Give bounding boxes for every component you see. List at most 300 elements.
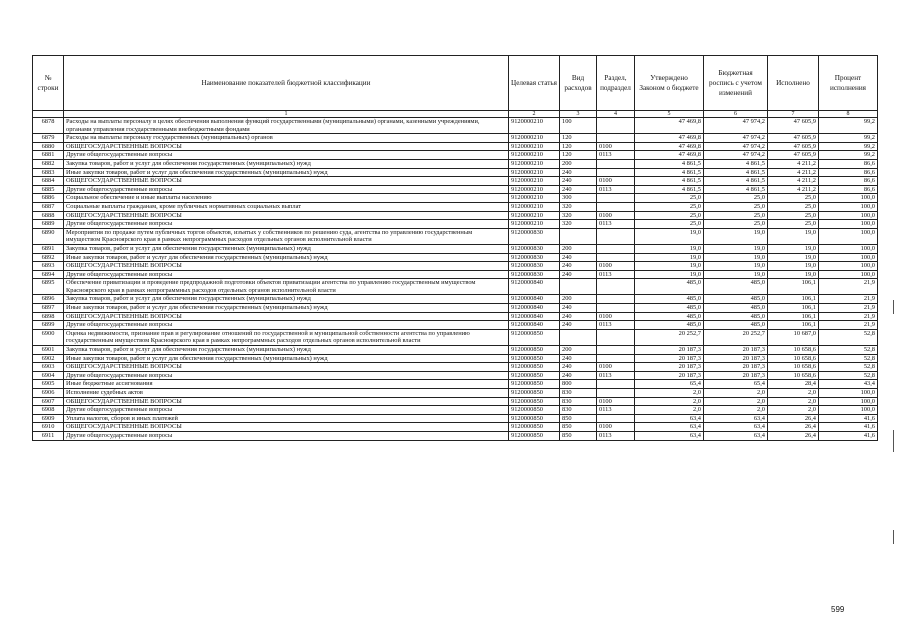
column-number: 2: [509, 111, 560, 118]
section-code: 0100: [597, 423, 635, 432]
section-code: [597, 194, 635, 203]
approved-amount: 47 469,8: [635, 134, 704, 143]
plan-amount: 20 187,3: [704, 354, 768, 363]
percent-executed: 100,0: [819, 202, 878, 211]
expense-type: 240: [560, 354, 597, 363]
target-article: 9120000210: [509, 185, 560, 194]
table-row: [33, 262, 878, 271]
row-name: Мероприятия по продаже путем публичных торгов объектов, изъятых у собственников по решению суда, агентства по управлению государственным имуществом Красноярского края в рамках непрограммных расходов отдельных органов исполнительной власти: [64, 228, 509, 244]
executed-amount: 25,0: [768, 220, 819, 229]
row-number: 6879: [33, 134, 64, 143]
executed-amount: 26,4: [768, 414, 819, 423]
header-target-article: Целевая статья: [509, 56, 560, 111]
executed-amount: 2,0: [768, 406, 819, 415]
row-number: 6889: [33, 220, 64, 229]
approved-amount: 19,0: [635, 253, 704, 262]
row-name: Уплата налогов, сборов и иных платежей: [64, 414, 509, 423]
section-code: [597, 118, 635, 134]
plan-amount: 63,4: [704, 431, 768, 440]
percent-executed: 41,6: [819, 423, 878, 432]
section-code: [597, 253, 635, 262]
row-name: Другие общегосударственные вопросы: [64, 371, 509, 380]
row-number: 6885: [33, 185, 64, 194]
executed-amount: 106,1: [768, 279, 819, 295]
table-row: [33, 431, 878, 440]
target-article: 9120000850: [509, 380, 560, 389]
expense-type: 830: [560, 397, 597, 406]
section-code: [597, 304, 635, 313]
table-row: [33, 142, 878, 151]
executed-amount: 10 658,6: [768, 371, 819, 380]
target-article: 9120000830: [509, 244, 560, 253]
section-code: [597, 159, 635, 168]
table-row: [33, 177, 878, 186]
expense-type: 120: [560, 134, 597, 143]
approved-amount: 19,0: [635, 270, 704, 279]
target-article: 9120000850: [509, 414, 560, 423]
approved-amount: 19,0: [635, 262, 704, 271]
percent-executed: 21,9: [819, 295, 878, 304]
row-number: 6887: [33, 202, 64, 211]
section-code: 0100: [597, 397, 635, 406]
row-name: Другие общегосударственные вопросы: [64, 151, 509, 160]
row-number: 6904: [33, 371, 64, 380]
target-article: 9120000850: [509, 423, 560, 432]
column-number: 4: [597, 111, 635, 118]
row-number: 6880: [33, 142, 64, 151]
plan-amount: 485,0: [704, 321, 768, 330]
row-name: Иные закупки товаров, работ и услуг для обеспечения государственных (муниципальных) нужд: [64, 304, 509, 313]
target-article: 9120000210: [509, 177, 560, 186]
expense-type: 200: [560, 295, 597, 304]
percent-executed: 41,6: [819, 414, 878, 423]
target-article: 9120000210: [509, 151, 560, 160]
plan-amount: 63,4: [704, 414, 768, 423]
percent-executed: 100,0: [819, 406, 878, 415]
section-code: 0113: [597, 406, 635, 415]
plan-amount: 47 974,2: [704, 151, 768, 160]
row-number: 6878: [33, 118, 64, 134]
approved-amount: 19,0: [635, 244, 704, 253]
plan-amount: 485,0: [704, 295, 768, 304]
row-name: ОБЩЕГОСУДАРСТВЕННЫЕ ВОПРОСЫ: [64, 262, 509, 271]
table-row: [33, 202, 878, 211]
row-number: 6905: [33, 380, 64, 389]
table-row: [33, 329, 878, 345]
percent-executed: 21,9: [819, 279, 878, 295]
target-article: 9120000840: [509, 304, 560, 313]
percent-executed: 100,0: [819, 389, 878, 398]
plan-amount: 25,0: [704, 220, 768, 229]
row-number: 6883: [33, 168, 64, 177]
row-number: 6906: [33, 389, 64, 398]
row-number: 6895: [33, 279, 64, 295]
approved-amount: 20 252,7: [635, 329, 704, 345]
target-article: 9120000850: [509, 371, 560, 380]
executed-amount: 19,0: [768, 244, 819, 253]
approved-amount: 2,0: [635, 397, 704, 406]
table-row: [33, 168, 878, 177]
table-row: [33, 423, 878, 432]
executed-amount: 25,0: [768, 194, 819, 203]
row-number: 6890: [33, 228, 64, 244]
budget-table: [32, 55, 878, 441]
column-number: 5: [635, 111, 704, 118]
expense-type: [560, 329, 597, 345]
approved-amount: 47 469,8: [635, 151, 704, 160]
plan-amount: 4 861,5: [704, 168, 768, 177]
header-section: Раздел, подраздел: [597, 56, 635, 111]
table-row: [33, 363, 878, 372]
table-row: [33, 312, 878, 321]
expense-type: 240: [560, 253, 597, 262]
plan-amount: 485,0: [704, 312, 768, 321]
percent-executed: 100,0: [819, 270, 878, 279]
table-row: [33, 406, 878, 415]
percent-executed: 100,0: [819, 253, 878, 262]
table-row: [33, 134, 878, 143]
percent-executed: 52,8: [819, 371, 878, 380]
percent-executed: 21,9: [819, 312, 878, 321]
header-approved: Утверждено Законом о бюджете: [635, 56, 704, 111]
expense-type: [560, 228, 597, 244]
executed-amount: 19,0: [768, 270, 819, 279]
executed-amount: 4 211,2: [768, 177, 819, 186]
executed-amount: 47 605,9: [768, 118, 819, 134]
percent-executed: 52,8: [819, 346, 878, 355]
percent-executed: 21,9: [819, 304, 878, 313]
row-number: 6888: [33, 211, 64, 220]
executed-amount: 10 658,6: [768, 354, 819, 363]
plan-amount: 4 861,5: [704, 159, 768, 168]
column-number: 3: [560, 111, 597, 118]
target-article: 9120000830: [509, 270, 560, 279]
executed-amount: 19,0: [768, 228, 819, 244]
row-name: Другие общегосударственные вопросы: [64, 270, 509, 279]
header-name: Наименование показателей бюджетной классификации: [64, 56, 509, 111]
expense-type: 850: [560, 414, 597, 423]
table-row: [33, 397, 878, 406]
row-name: ОБЩЕГОСУДАРСТВЕННЫЕ ВОПРОСЫ: [64, 177, 509, 186]
approved-amount: 25,0: [635, 202, 704, 211]
expense-type: 320: [560, 220, 597, 229]
percent-executed: 86,6: [819, 159, 878, 168]
target-article: 9120000830: [509, 253, 560, 262]
header-row-number: № строки: [33, 56, 64, 111]
approved-amount: 63,4: [635, 414, 704, 423]
executed-amount: 106,1: [768, 304, 819, 313]
executed-amount: 19,0: [768, 262, 819, 271]
approved-amount: 20 187,3: [635, 363, 704, 372]
target-article: 9120000850: [509, 354, 560, 363]
expense-type: 830: [560, 406, 597, 415]
row-number: 6902: [33, 354, 64, 363]
plan-amount: 25,0: [704, 211, 768, 220]
target-article: 9120000840: [509, 312, 560, 321]
row-number: 6897: [33, 304, 64, 313]
plan-amount: 2,0: [704, 397, 768, 406]
plan-amount: 47 974,2: [704, 118, 768, 134]
approved-amount: 20 187,3: [635, 346, 704, 355]
expense-type: 240: [560, 262, 597, 271]
executed-amount: 4 211,2: [768, 159, 819, 168]
percent-executed: 99,2: [819, 134, 878, 143]
row-name: Другие общегосударственные вопросы: [64, 220, 509, 229]
executed-amount: 47 605,9: [768, 151, 819, 160]
table-row: [33, 279, 878, 295]
section-code: [597, 134, 635, 143]
plan-amount: 25,0: [704, 194, 768, 203]
target-article: 9120000210: [509, 220, 560, 229]
table-row: [33, 244, 878, 253]
target-article: 9120000830: [509, 228, 560, 244]
section-code: 0113: [597, 270, 635, 279]
executed-amount: 106,1: [768, 321, 819, 330]
row-name: ОБЩЕГОСУДАРСТВЕННЫЕ ВОПРОСЫ: [64, 423, 509, 432]
plan-amount: 2,0: [704, 406, 768, 415]
executed-amount: 47 605,9: [768, 142, 819, 151]
section-code: 0100: [597, 177, 635, 186]
plan-amount: 63,4: [704, 423, 768, 432]
approved-amount: 25,0: [635, 220, 704, 229]
approved-amount: 25,0: [635, 194, 704, 203]
plan-amount: 485,0: [704, 279, 768, 295]
target-article: 9120000210: [509, 142, 560, 151]
expense-type: 850: [560, 431, 597, 440]
row-number: 6891: [33, 244, 64, 253]
table-row: [33, 159, 878, 168]
section-code: [597, 380, 635, 389]
row-number: 6898: [33, 312, 64, 321]
header-expense-type: Вид расходов: [560, 56, 597, 111]
row-name: Другие общегосударственные вопросы: [64, 406, 509, 415]
section-code: [597, 168, 635, 177]
row-name: Социальные выплаты гражданам, кроме публичных нормативных социальных выплат: [64, 202, 509, 211]
row-number: 6899: [33, 321, 64, 330]
percent-executed: 100,0: [819, 194, 878, 203]
percent-executed: 86,6: [819, 185, 878, 194]
section-code: 0113: [597, 431, 635, 440]
section-code: 0113: [597, 220, 635, 229]
table-row: [33, 253, 878, 262]
percent-executed: 52,8: [819, 354, 878, 363]
section-code: [597, 389, 635, 398]
approved-amount: 485,0: [635, 321, 704, 330]
approved-amount: 4 861,5: [635, 177, 704, 186]
percent-executed: 43,4: [819, 380, 878, 389]
plan-amount: 20 187,3: [704, 363, 768, 372]
approved-amount: 20 187,3: [635, 354, 704, 363]
row-name: Иные бюджетные ассигнования: [64, 380, 509, 389]
section-code: [597, 279, 635, 295]
target-article: 9120000210: [509, 194, 560, 203]
expense-type: 800: [560, 380, 597, 389]
row-number: 6882: [33, 159, 64, 168]
table-row: [33, 295, 878, 304]
row-name: Исполнение судебных актов: [64, 389, 509, 398]
plan-amount: 19,0: [704, 253, 768, 262]
table-row: [33, 194, 878, 203]
section-code: [597, 244, 635, 253]
row-name: Иные закупки товаров, работ и услуг для обеспечения государственных (муниципальных) нужд: [64, 253, 509, 262]
table-row: [33, 185, 878, 194]
row-number: 6896: [33, 295, 64, 304]
table-row: [33, 220, 878, 229]
executed-amount: 106,1: [768, 295, 819, 304]
row-number: 6908: [33, 406, 64, 415]
plan-amount: 485,0: [704, 304, 768, 313]
section-code: 0100: [597, 142, 635, 151]
row-name: Расходы на выплаты персоналу государственных (муниципальных) органов: [64, 134, 509, 143]
target-article: 9120000840: [509, 321, 560, 330]
target-article: 9120000840: [509, 295, 560, 304]
approved-amount: 4 861,5: [635, 185, 704, 194]
section-code: [597, 202, 635, 211]
section-code: [597, 346, 635, 355]
target-article: 9120000830: [509, 262, 560, 271]
plan-amount: 25,0: [704, 202, 768, 211]
approved-amount: 63,4: [635, 423, 704, 432]
row-number: 6901: [33, 346, 64, 355]
section-code: [597, 329, 635, 345]
table-row: [33, 380, 878, 389]
executed-amount: 25,0: [768, 211, 819, 220]
expense-type: 200: [560, 346, 597, 355]
plan-amount: 20 187,3: [704, 346, 768, 355]
scan-edge-mark: [893, 300, 894, 314]
row-name: Другие общегосударственные вопросы: [64, 321, 509, 330]
percent-executed: 99,2: [819, 142, 878, 151]
approved-amount: 485,0: [635, 279, 704, 295]
row-number: 6907: [33, 397, 64, 406]
percent-executed: 86,6: [819, 168, 878, 177]
target-article: 9120000850: [509, 431, 560, 440]
row-name: Расходы на выплаты персоналу в целях обеспечения выполнения функций государственными (муниципальными) органами, казенными учреждениями, органами управления государственными внебюджетными фондами: [64, 118, 509, 134]
approved-amount: 2,0: [635, 389, 704, 398]
plan-amount: 19,0: [704, 244, 768, 253]
column-number: 8: [819, 111, 878, 118]
section-code: 0100: [597, 363, 635, 372]
row-name: Другие общегосударственные вопросы: [64, 185, 509, 194]
expense-type: 240: [560, 321, 597, 330]
approved-amount: 65,4: [635, 380, 704, 389]
scan-edge-mark: [893, 530, 894, 544]
executed-amount: 25,0: [768, 202, 819, 211]
percent-executed: 21,9: [819, 321, 878, 330]
table-row: [33, 211, 878, 220]
expense-type: 240: [560, 371, 597, 380]
expense-type: 200: [560, 244, 597, 253]
expense-type: 240: [560, 312, 597, 321]
approved-amount: 20 187,3: [635, 371, 704, 380]
table-row: [33, 118, 878, 134]
expense-type: 240: [560, 168, 597, 177]
expense-type: 240: [560, 270, 597, 279]
expense-type: 120: [560, 142, 597, 151]
approved-amount: 4 861,5: [635, 168, 704, 177]
plan-amount: 47 974,2: [704, 134, 768, 143]
row-name: ОБЩЕГОСУДАРСТВЕННЫЕ ВОПРОСЫ: [64, 211, 509, 220]
table-row: [33, 151, 878, 160]
approved-amount: 25,0: [635, 211, 704, 220]
row-name: Обеспечение приватизации и проведение предпродажной подготовки объектов приватизации агентства по управлению государственным имуществом Красноярского края в рамках непрограммных расходов отдельных органов исполнительной власти: [64, 279, 509, 295]
target-article: 9120000850: [509, 329, 560, 345]
executed-amount: 4 211,2: [768, 185, 819, 194]
target-article: 9120000850: [509, 346, 560, 355]
executed-amount: 2,0: [768, 389, 819, 398]
approved-amount: 485,0: [635, 312, 704, 321]
column-number: 6: [704, 111, 768, 118]
table-row: [33, 346, 878, 355]
expense-type: 200: [560, 159, 597, 168]
section-code: [597, 228, 635, 244]
target-article: 9120000840: [509, 279, 560, 295]
executed-amount: 10 658,6: [768, 346, 819, 355]
executed-amount: 4 211,2: [768, 168, 819, 177]
plan-amount: 65,4: [704, 380, 768, 389]
row-number: 6911: [33, 431, 64, 440]
row-number: 6903: [33, 363, 64, 372]
executed-amount: 28,4: [768, 380, 819, 389]
expense-type: 320: [560, 202, 597, 211]
row-name: Оценка недвижимости, признание прав и регулирование отношений по государственной и муниципальной собственности агентства по управлению государственным имуществом Красноярского края в рамках непрограммных расходов отдельных органов исполнительной власти: [64, 329, 509, 345]
target-article: 9120000850: [509, 389, 560, 398]
expense-type: 120: [560, 151, 597, 160]
approved-amount: 485,0: [635, 295, 704, 304]
target-article: 9120000210: [509, 168, 560, 177]
expense-type: [560, 279, 597, 295]
percent-executed: 100,0: [819, 211, 878, 220]
row-name: Закупка товаров, работ и услуг для обеспечения государственных (муниципальных) нужд: [64, 295, 509, 304]
executed-amount: 47 605,9: [768, 134, 819, 143]
expense-type: 850: [560, 423, 597, 432]
row-name: ОБЩЕГОСУДАРСТВЕННЫЕ ВОПРОСЫ: [64, 142, 509, 151]
table-row: [33, 304, 878, 313]
section-code: [597, 354, 635, 363]
approved-amount: 63,4: [635, 431, 704, 440]
header-executed: Исполнено: [768, 56, 819, 111]
approved-amount: 485,0: [635, 304, 704, 313]
executed-amount: 26,4: [768, 431, 819, 440]
expense-type: 240: [560, 304, 597, 313]
plan-amount: 20 252,7: [704, 329, 768, 345]
row-name: ОБЩЕГОСУДАРСТВЕННЫЕ ВОПРОСЫ: [64, 312, 509, 321]
section-code: 0113: [597, 185, 635, 194]
table-header-row: [33, 56, 878, 111]
section-code: [597, 414, 635, 423]
percent-executed: 99,2: [819, 151, 878, 160]
plan-amount: 20 187,3: [704, 371, 768, 380]
expense-type: 240: [560, 177, 597, 186]
executed-amount: 26,4: [768, 423, 819, 432]
section-code: 0113: [597, 321, 635, 330]
plan-amount: 19,0: [704, 228, 768, 244]
expense-type: 320: [560, 211, 597, 220]
expense-type: 100: [560, 118, 597, 134]
row-number: 6892: [33, 253, 64, 262]
approved-amount: 4 861,5: [635, 159, 704, 168]
target-article: 9120000850: [509, 363, 560, 372]
table-row: [33, 354, 878, 363]
percent-executed: 41,6: [819, 431, 878, 440]
row-name: Закупка товаров, работ и услуг для обеспечения государственных (муниципальных) нужд: [64, 244, 509, 253]
percent-executed: 100,0: [819, 397, 878, 406]
row-name: Закупка товаров, работ и услуг для обеспечения государственных (муниципальных) нужд: [64, 346, 509, 355]
plan-amount: 19,0: [704, 262, 768, 271]
target-article: 9120000210: [509, 202, 560, 211]
table-row: [33, 389, 878, 398]
section-code: 0113: [597, 151, 635, 160]
